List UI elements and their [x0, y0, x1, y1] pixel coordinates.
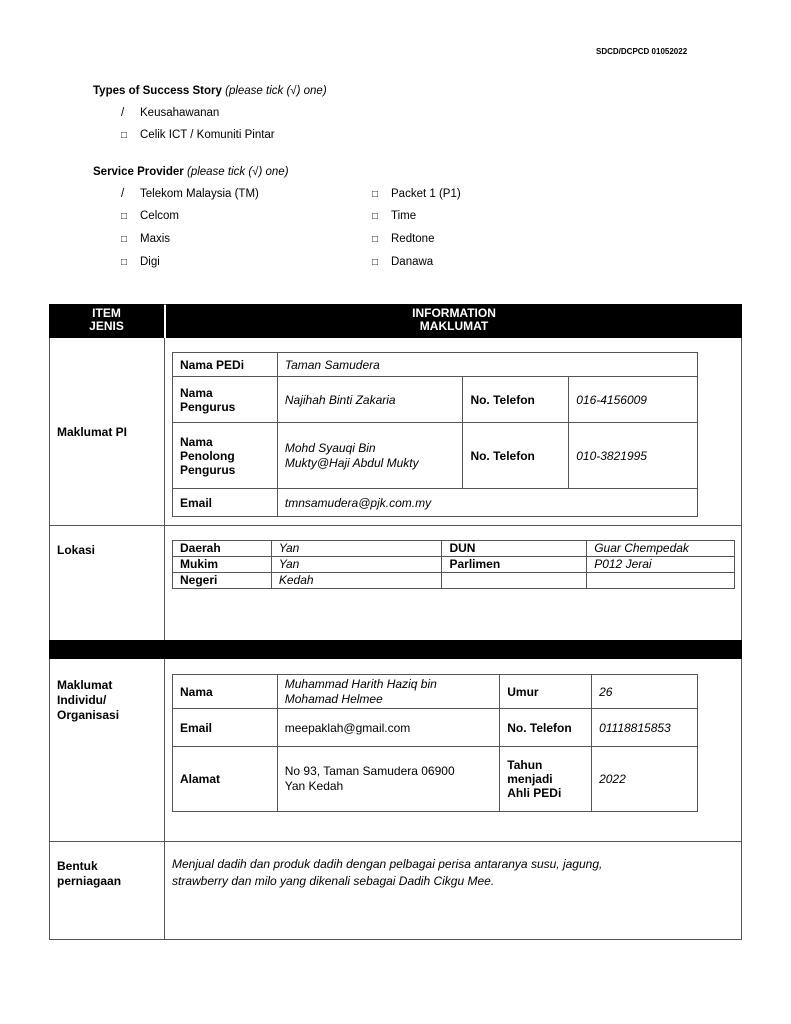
nama-pedi-label: Nama PEDi: [173, 353, 278, 377]
dun-label: DUN: [442, 541, 587, 557]
story-option-keusahawanan[interactable]: [121, 107, 219, 119]
penolong-value-line: Mukty@Haji Abdul Mukty: [284, 455, 419, 470]
provider-option-maxis[interactable]: [121, 233, 170, 245]
story-option-label: Keusahawanan: [140, 107, 220, 119]
provider-option-label: Time: [391, 210, 417, 222]
pengurus-telefon-value[interactable]: 016-4156009: [569, 377, 698, 423]
row-label-bentuk: [57, 859, 121, 889]
dun-value[interactable]: Guar Chempedak: [587, 541, 735, 557]
header-info-cell: [166, 304, 742, 338]
penolong-label-line: Pengurus: [180, 462, 236, 477]
provider-option-digi[interactable]: [121, 256, 160, 268]
header-item-ms: JENIS: [89, 319, 124, 333]
email-individu-value[interactable]: meepaklah@gmail.com: [277, 709, 500, 747]
nama-individu-line: Mohamad Helmee: [284, 691, 383, 706]
alamat-label: Alamat: [173, 747, 278, 812]
story-option-label: Celik ICT / Komuniti Pintar: [140, 129, 275, 141]
provider-option-label: Celcom: [140, 210, 179, 222]
row-label-lokasi: Lokasi: [57, 543, 96, 557]
checkbox-icon: □: [121, 130, 128, 141]
telefon-individu-label: No. Telefon: [500, 709, 592, 747]
provider-option-danawa[interactable]: [372, 256, 433, 268]
bentuk-perniagaan-text[interactable]: [172, 856, 732, 890]
section-black-band: [49, 640, 742, 659]
email-individu-label: Email: [173, 709, 278, 747]
row-label-line: perniagaan: [57, 874, 122, 888]
checkbox-icon: □: [372, 234, 379, 245]
checkbox-icon: □: [372, 189, 379, 200]
email-pi-label: Email: [173, 489, 278, 517]
row-label-line: Organisasi: [57, 708, 120, 722]
tick-mark: /: [121, 188, 125, 200]
checkbox-icon: □: [121, 257, 128, 268]
service-provider-hint: (please tick (√) one): [186, 166, 289, 178]
penolong-label-line: Penolong: [180, 448, 235, 463]
service-provider-title-text: Service Provider: [93, 166, 184, 178]
penolong-value-line: Mohd Syauqi Bin: [284, 440, 376, 455]
tick-mark: /: [121, 107, 125, 119]
empty-cell: [587, 573, 735, 589]
mukim-label: Mukim: [173, 557, 272, 573]
tahun-value[interactable]: 2022: [592, 747, 698, 812]
nama-pedi-value[interactable]: Taman Samudera: [277, 353, 697, 377]
alamat-line: No 93, Taman Samudera 06900: [284, 764, 455, 778]
row-label-individu: [57, 678, 119, 723]
maklumat-pi-table: [172, 352, 698, 517]
mukim-value[interactable]: Yan: [271, 557, 442, 573]
provider-option-label: Telekom Malaysia (TM): [140, 188, 259, 200]
umur-value[interactable]: 26: [592, 675, 698, 709]
pengurus-label: [173, 377, 278, 423]
row-label-maklumat-pi: Maklumat PI: [57, 425, 128, 439]
penolong-label-line: Nama: [180, 434, 213, 449]
provider-option-celcom[interactable]: [121, 210, 179, 222]
penolong-telefon-value[interactable]: 010-3821995: [569, 423, 698, 489]
checkbox-icon: □: [121, 211, 128, 222]
daerah-label: Daerah: [173, 541, 272, 557]
checkbox-icon: □: [372, 211, 379, 222]
header-info-en: INFORMATION: [412, 306, 496, 320]
alamat-value[interactable]: [277, 747, 500, 812]
header-info-ms: MAKLUMAT: [419, 319, 489, 333]
parlimen-value[interactable]: P012 Jerai: [587, 557, 735, 573]
success-story-hint: (please tick (√) one): [225, 85, 327, 97]
penolong-value[interactable]: [277, 423, 463, 489]
negeri-label: Negeri: [173, 573, 272, 589]
provider-option-label: Packet 1 (P1): [391, 188, 461, 200]
row-divider: [49, 525, 742, 526]
email-pi-value[interactable]: tmnsamudera@pjk.com.my: [277, 489, 697, 517]
story-option-celik-ict[interactable]: [121, 129, 275, 141]
row-label-line: Individu/: [57, 693, 107, 707]
nama-individu-value[interactable]: [277, 675, 500, 709]
penolong-label: [173, 423, 278, 489]
pengurus-value[interactable]: Najihah Binti Zakaria: [277, 377, 463, 423]
lokasi-table: [172, 540, 735, 589]
checkbox-icon: □: [372, 257, 379, 268]
service-provider-title: [93, 166, 289, 178]
nama-individu-line: Muhammad Harith Haziq bin: [284, 676, 437, 691]
empty-cell: [442, 573, 587, 589]
column-divider: [164, 338, 165, 640]
pengurus-telefon-label: No. Telefon: [463, 377, 569, 423]
provider-option-label: Danawa: [391, 256, 434, 268]
pengurus-label-line: Nama: [180, 385, 213, 400]
document-code: SDCD/DCPCD 01052022: [596, 47, 688, 56]
success-story-title: [93, 85, 327, 97]
provider-option-label: Maxis: [140, 233, 171, 245]
header-item-en: ITEM: [92, 306, 121, 320]
provider-option-tm[interactable]: [121, 188, 259, 200]
tahun-label-line: Tahun: [507, 758, 543, 772]
tahun-label: [500, 747, 592, 812]
provider-option-label: Redtone: [391, 233, 435, 245]
provider-option-packet1[interactable]: [372, 188, 461, 200]
bentuk-line: strawberry dan milo yang dikenali sebagai Dadih Cikgu Mee.: [172, 874, 495, 888]
parlimen-label: Parlimen: [442, 557, 587, 573]
row-label-line: Bentuk: [57, 859, 98, 873]
individu-table: [172, 674, 698, 812]
row-divider: [49, 841, 742, 842]
checkbox-icon: □: [121, 234, 128, 245]
provider-option-time[interactable]: [372, 210, 416, 222]
bentuk-line: Menjual dadih dan produk dadih dengan pelbagai perisa antaranya susu, jagung,: [172, 857, 603, 871]
nama-individu-label: Nama: [173, 675, 278, 709]
row-label-line: Maklumat: [57, 678, 113, 692]
umur-label: Umur: [500, 675, 592, 709]
column-divider: [164, 659, 165, 940]
tahun-label-line: menjadi: [507, 772, 553, 786]
header-item-cell: [49, 304, 164, 338]
pengurus-label-line: Pengurus: [180, 399, 236, 414]
telefon-individu-value[interactable]: 01118815853: [592, 709, 698, 747]
penolong-telefon-label: No. Telefon: [463, 423, 569, 489]
success-story-title-text: Types of Success Story: [93, 85, 222, 97]
provider-option-label: Digi: [140, 256, 160, 268]
tahun-label-line: Ahli PEDi: [507, 786, 562, 800]
alamat-line: Yan Kedah: [284, 779, 344, 793]
daerah-value[interactable]: Yan: [271, 541, 442, 557]
provider-option-redtone[interactable]: [372, 233, 434, 245]
negeri-value[interactable]: Kedah: [271, 573, 442, 589]
